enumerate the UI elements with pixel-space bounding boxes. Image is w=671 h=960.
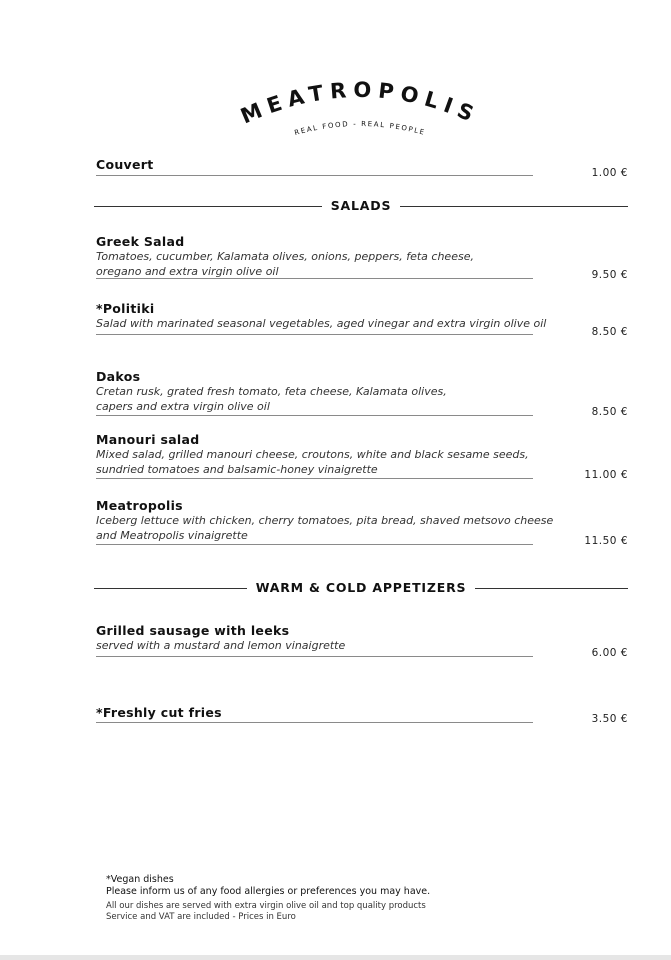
menu-item-dakos — [96, 369, 628, 419]
item-description: Salad with marinated seasonal vegetables, aged vinegar and extra virgin olive oil — [96, 317, 547, 330]
section-header-salads — [94, 198, 628, 214]
section-header-appetizers — [94, 580, 628, 596]
item-name: *Freshly cut fries — [96, 705, 222, 720]
item-description: Mixed salad, grilled manouri cheese, croutons, white and black sesame seeds, sundried tomatoes and balsamic-honey vinaigrette — [96, 448, 529, 476]
item-name: Grilled sausage with leeks — [96, 623, 290, 638]
item-name: Greek Salad — [96, 234, 185, 249]
item-price: 8.50 € — [591, 406, 628, 418]
couvert-item — [96, 157, 628, 183]
meatropolis-logo — [230, 72, 490, 142]
item-price: 11.00 € — [584, 469, 628, 481]
item-divider — [96, 278, 533, 279]
item-name: Meatropolis — [96, 498, 183, 513]
menu-item-fries — [96, 705, 628, 735]
section-title: SALADS — [322, 198, 401, 213]
menu-footer — [106, 874, 526, 923]
item-divider — [96, 722, 533, 723]
vegan-note: *Vegan dishes — [106, 874, 174, 885]
vat-note: Service and VAT are included - Prices in Euro — [106, 912, 296, 922]
item-name: Dakos — [96, 369, 141, 384]
logo-tagline: REAL FOOD - REAL PEOPLE — [293, 119, 427, 138]
menu-item-greek-salad — [96, 234, 628, 282]
item-price: 8.50 € — [591, 326, 628, 338]
item-divider — [96, 656, 533, 657]
item-price: 9.50 € — [591, 269, 628, 281]
section-title: WARM & COLD APPETIZERS — [247, 580, 476, 595]
menu-item-politiki — [96, 301, 628, 341]
item-price: 11.50 € — [584, 535, 628, 547]
item-price: 1.00 € — [591, 167, 628, 179]
item-description: served with a mustard and lemon vinaigrette — [96, 639, 346, 652]
olive-oil-note: All our dishes are served with extra virgin olive oil and top quality products — [106, 901, 426, 911]
page-edge — [0, 955, 671, 960]
item-name: Couvert — [96, 157, 154, 172]
item-price: 6.00 € — [591, 647, 628, 659]
item-name: Manouri salad — [96, 432, 200, 447]
item-divider — [96, 478, 533, 479]
menu-item-meatropolis — [96, 498, 628, 548]
item-divider — [96, 415, 533, 416]
menu-item-grilled-sausage — [96, 623, 628, 663]
item-description: Iceberg lettuce with chicken, cherry tomatoes, pita bread, shaved metsovo cheese and Meatropolis vinaigrette — [96, 514, 554, 542]
allergy-note: Please inform us of any food allergies or preferences you may have. — [106, 886, 431, 897]
item-divider — [96, 544, 533, 545]
item-description: Tomatoes, cucumber, Kalamata olives, onions, peppers, feta cheese, oregano and extra virgin olive oil — [96, 250, 474, 278]
item-price: 3.50 € — [591, 713, 628, 725]
item-divider — [96, 175, 533, 176]
item-description: Cretan rusk, grated fresh tomato, feta cheese, Kalamata olives, capers and extra virgin olive oil — [96, 385, 447, 413]
item-name: *Politiki — [96, 301, 155, 316]
menu-item-manouri-salad — [96, 432, 628, 482]
item-divider — [96, 334, 533, 335]
logo-wordmark: MEATROPOLIS — [237, 77, 484, 129]
